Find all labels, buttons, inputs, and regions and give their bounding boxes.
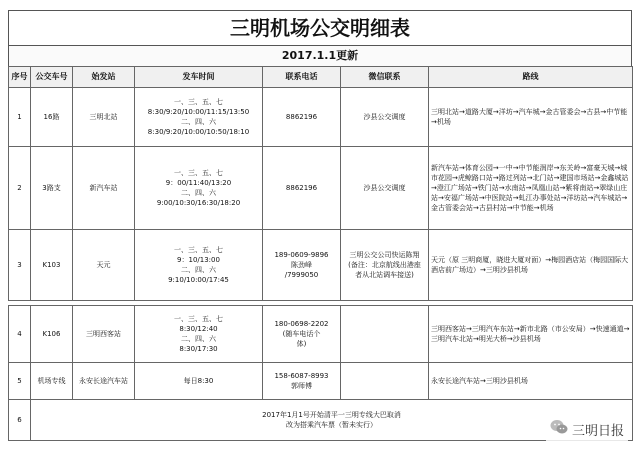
page-title: 三明机场公交明细表 [8,10,632,45]
row-origin: 三明北站 [73,88,135,147]
row-wechat: 沙县公交调度 [341,147,429,230]
row-wechat [341,363,429,400]
row-bus: 16路 [31,88,73,147]
row-route: 新汽车站→体育公园→一中→中节能润岸→东关岭→富豪天城→城市花园→虎鲸路口站→路过列站→北门站→建国市场站→金鑫城站→澄江广场站→铁门站→水南站→凤凰山站→紫将南站→翠绿山庄站→安福广场站→中医院站→虬江办事处站→洋坊站→汽车城站→金古管委会站→古县村站→中节能→机场 [429,147,633,230]
row-schedule: 一、三、五、七 9：10/13:00 二、四、六 9:10/10:00/17:45 [135,230,263,301]
row-phone: 158-6087-8993 郭师傅 [263,363,341,400]
row-phone: 8862196 [263,147,341,230]
row-no: 4 [9,306,31,363]
bus-schedule-table [8,66,633,441]
row-no: 1 [9,88,31,147]
row-schedule: 一、三、五、七 8:30/9:20/10:00/11:15/13:50 二、四、六 8:30/9:20/10:00/10:50/18:10 [135,88,263,147]
row-phone: 8862196 [263,88,341,147]
row-origin: 新汽车站 [73,147,135,230]
table-row [9,306,633,363]
row-route: 永安长途汽车站→三明沙县机场 [429,363,633,400]
row-route: 天元（原 三明商厦，晓进大厦对面）→梅园酒店站（梅园国际大酒店前广场边）→三明沙县机场 [429,230,633,301]
row-no: 3 [9,230,31,301]
row-schedule: 一、三、五、七 8:30/12:40 二、四、六 8:30/17:30 [135,306,263,363]
row-route: 三明北站→道路大厦→洋坊→汽车城→金古管委会→古县→中节能→机场 [429,88,633,147]
header-wechat: 微信联系 [341,67,429,88]
row-wechat: 沙县公交调度 [341,88,429,147]
row-no: 2 [9,147,31,230]
wechat-icon [550,419,568,439]
row-notice: 2017年1月1号开始清平一三明专线大巴取消 改为搭乘汽车票（暂未实行） [31,400,633,441]
header-origin: 始发站 [73,67,135,88]
header-schedule: 发车时间 [135,67,263,88]
table-row [9,400,633,441]
row-phone: 189-0609-9896 陈劲峰 /7999050 [263,230,341,301]
row-no: 6 [9,400,31,441]
row-origin: 天元 [73,230,135,301]
row-origin: 永安长途汽车站 [73,363,135,400]
watermark [546,417,628,441]
table-row [9,88,633,147]
table-row [9,147,633,230]
header-phone: 联系电话 [263,67,341,88]
row-bus: K106 [31,306,73,363]
header-bus: 公交车号 [31,67,73,88]
row-schedule: 一、三、五、七 9：00/11:40/13:20 二、四、六 9:00/10:30/16:30/18:20 [135,147,263,230]
row-schedule: 每日8:30 [135,363,263,400]
table-header-row [9,67,633,88]
row-wechat: 三明公交公司快运陈翔 (备注：北京航线出港座 者从北站调车接送) [341,230,429,301]
table-row [9,363,633,400]
header-route: 路线 [429,67,633,88]
row-bus: 机场专线 [31,363,73,400]
row-bus: K103 [31,230,73,301]
row-origin: 三明西客站 [73,306,135,363]
row-wechat [341,306,429,363]
header-no: 序号 [9,67,31,88]
row-phone: 180-0698-2202 (随车电话个 体) [263,306,341,363]
update-date: 2017.1.1更新 [8,45,632,66]
row-no: 5 [9,363,31,400]
watermark-text: 三明日报 [571,423,624,439]
row-bus: 3路支 [31,147,73,230]
table-row [9,230,633,301]
row-route: 三明西客站→三明汽车东站→新市北路（市公安局）→快速通道→三明汽车北站→明光大桥→沙县机场 [429,306,633,363]
